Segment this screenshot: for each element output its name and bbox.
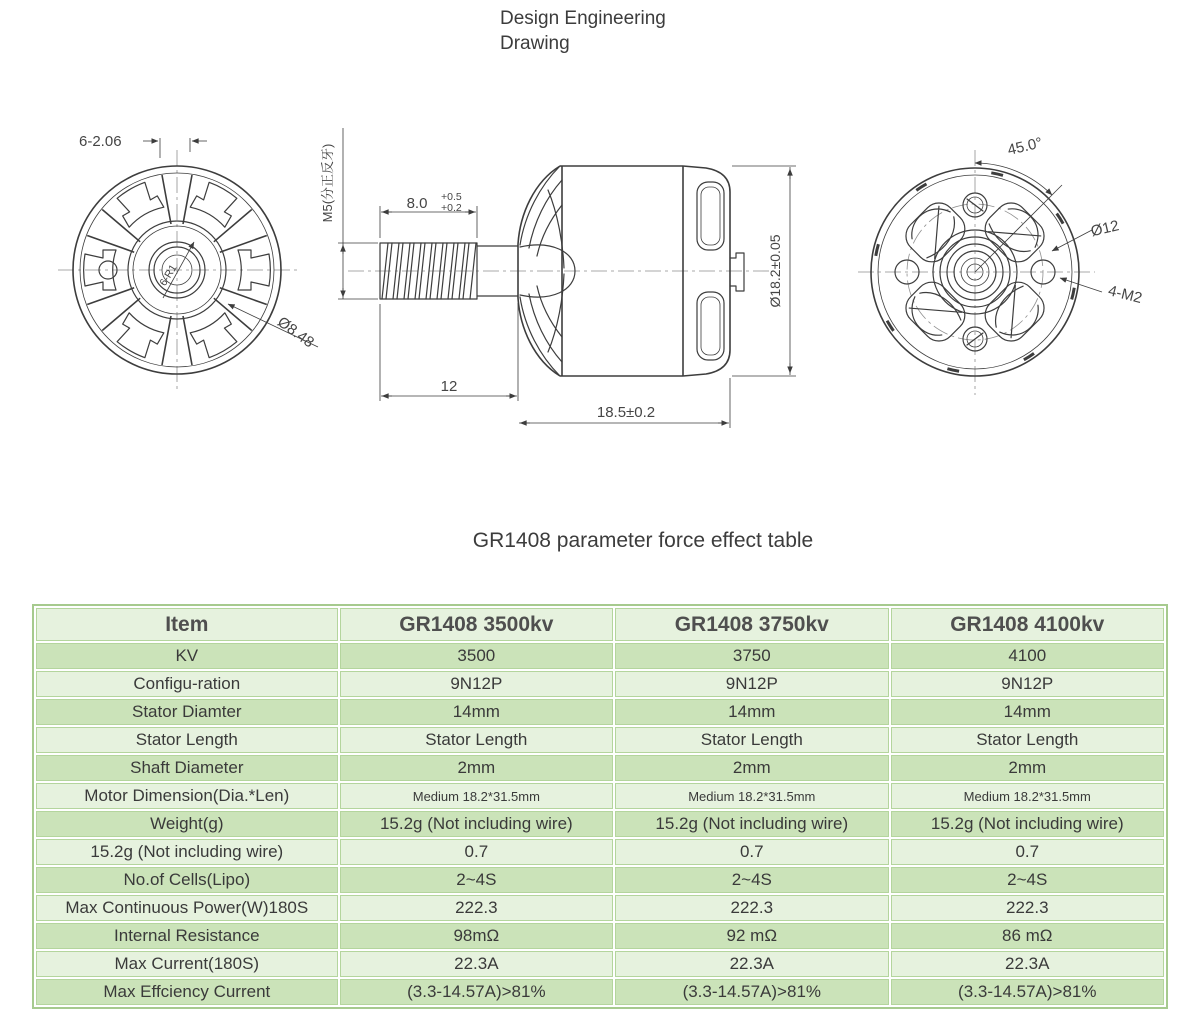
column-header: GR1408 3500kv [340,608,613,641]
value-cell: 2~4S [340,867,613,893]
item-cell: Internal Resistance [36,923,338,949]
item-cell: Stator Length [36,727,338,753]
value-cell: 15.2g (Not including wire) [891,811,1164,837]
item-cell: Weight(g) [36,811,338,837]
value-cell: 2mm [340,755,613,781]
table-title: GR1408 parameter force effect table [472,529,814,552]
value-cell: 92 mΩ [615,923,888,949]
value-cell: (3.3-14.57A)>81% [615,979,888,1005]
side-view-drawing [320,128,796,428]
value-cell: 2mm [891,755,1164,781]
table-row [36,951,1164,977]
value-cell: 222.3 [615,895,888,921]
value-cell: (3.3-14.57A)>81% [340,979,613,1005]
table-row [36,755,1164,781]
back-view-drawing [858,134,1144,395]
spec-table [34,606,1166,1007]
item-cell: Max Effciency Current [36,979,338,1005]
table-row [36,839,1164,865]
column-header: Item [36,608,338,641]
dim-body-diameter-label: Ø18.2±0.05 [767,234,783,308]
value-cell: 3750 [615,643,888,669]
dim-bore-label: 6-R1 [157,262,180,289]
value-cell: 0.7 [340,839,613,865]
dim-thread-tol-lower: +0.2 [441,202,462,214]
item-cell: KV [36,643,338,669]
table-row [36,811,1164,837]
value-cell: 2~4S [615,867,888,893]
value-cell: 9N12P [615,671,888,697]
value-cell: Medium 18.2*31.5mm [891,783,1164,809]
value-cell: 2~4S [891,867,1164,893]
item-cell: Stator Diamter [36,699,338,725]
value-cell: 98mΩ [340,923,613,949]
dim-slots-label: 6-2.06 [79,133,122,150]
item-cell: Motor Dimension(Dia.*Len) [36,783,338,809]
value-cell: 14mm [615,699,888,725]
engineering-drawing [0,0,1200,480]
item-cell: 15.2g (Not including wire) [36,839,338,865]
value-cell: 86 mΩ [891,923,1164,949]
column-header: GR1408 3750kv [615,608,888,641]
value-cell: 14mm [891,699,1164,725]
table-row [36,727,1164,753]
table-row [36,643,1164,669]
value-cell: 222.3 [340,895,613,921]
item-cell: Configu-ration [36,671,338,697]
dim-bolt-circle-label: Ø12 [1089,217,1121,241]
table-row [36,867,1164,893]
value-cell: 2mm [615,755,888,781]
value-cell: 22.3A [615,951,888,977]
value-cell: 15.2g (Not including wire) [340,811,613,837]
value-cell: (3.3-14.57A)>81% [891,979,1164,1005]
value-cell: 0.7 [891,839,1164,865]
value-cell: 15.2g (Not including wire) [615,811,888,837]
item-cell: No.of Cells(Lipo) [36,867,338,893]
value-cell: 22.3A [891,951,1164,977]
value-cell: Medium 18.2*31.5mm [340,783,613,809]
value-cell: 222.3 [891,895,1164,921]
item-cell: Max Current(180S) [36,951,338,977]
value-cell: Medium 18.2*31.5mm [615,783,888,809]
table-row [36,699,1164,725]
front-view-drawing [58,133,318,392]
dim-hub-diameter-label: Ø8.48 [274,313,318,352]
dim-body-length-label: 18.5±0.2 [596,404,656,421]
column-header: GR1408 4100kv [891,608,1164,641]
dim-shaft-length-label: 12 [440,378,458,395]
dim-mount-holes-label: 4-M2 [1106,282,1144,308]
value-cell: 14mm [340,699,613,725]
value-cell: Stator Length [340,727,613,753]
spec-table-head-row [36,608,1164,641]
table-row [36,979,1164,1005]
spec-table-container [32,604,1168,1009]
page-title: Design Engineering Drawing [500,8,666,54]
thread-spec-label: M5(分正反牙) [320,143,335,223]
table-row [36,895,1164,921]
item-cell: Max Continuous Power(W)180S [36,895,338,921]
value-cell: 0.7 [615,839,888,865]
dim-thread-length-label: 8.0 [406,195,428,212]
dim-hole-angle-label: 45.0° [1005,134,1045,159]
value-cell: Stator Length [615,727,888,753]
spec-table-body [36,643,1164,1005]
value-cell: 9N12P [891,671,1164,697]
value-cell: 3500 [340,643,613,669]
value-cell: Stator Length [891,727,1164,753]
value-cell: 4100 [891,643,1164,669]
table-row [36,783,1164,809]
value-cell: 9N12P [340,671,613,697]
dim-thread-tol-upper: +0.5 [441,191,462,203]
value-cell: 22.3A [340,951,613,977]
table-row [36,923,1164,949]
table-row [36,671,1164,697]
item-cell: Shaft Diameter [36,755,338,781]
